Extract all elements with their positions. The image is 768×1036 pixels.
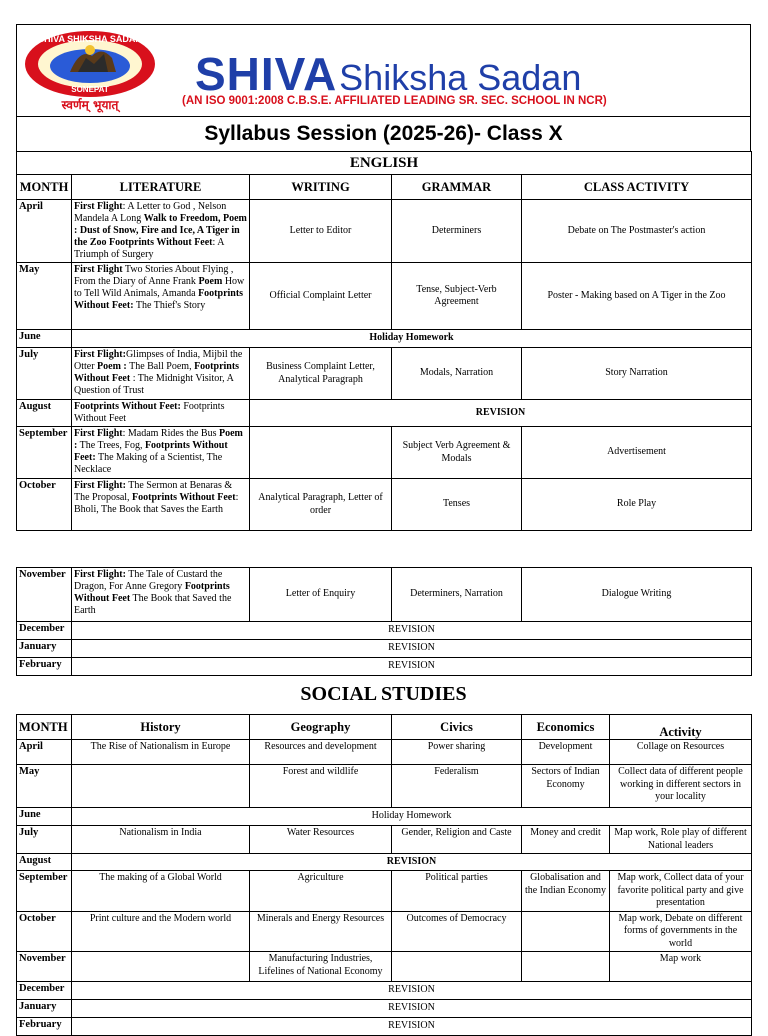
lit-text: The Book that Saved the Earth [74,593,232,616]
lit-text: Footprints Without Feet [74,401,225,424]
activity-cell: Collect data of different people working in different sectors in your locality [610,765,752,808]
geography-cell: Manufacturing Industries, Lifelines of National Economy [250,952,392,982]
civics-cell: Power sharing [392,740,522,765]
table-row [17,200,752,263]
activity-cell: Map work, Debate on different forms of governments in the world [610,911,752,952]
col-grammar: GRAMMAR [392,175,522,200]
activity-cell: Collage on Resources [610,740,752,765]
month-cell: January [17,640,72,658]
table-row [17,1000,752,1018]
lit-text: Poem : [97,361,127,372]
table-row [17,1018,752,1036]
lit-text: First Flight: [74,569,126,580]
lit-text: First Flight [74,264,123,275]
lit-text: Poem : [74,428,243,451]
col-activity: Activity [610,715,752,740]
span-cell: Holiday Homework [72,330,752,348]
page-title: Syllabus Session (2025-26)- Class X [204,122,563,145]
span-cell: REVISION [72,640,752,658]
month-cell: August [17,400,72,427]
span-cell: REVISION [72,1018,752,1036]
col-literature: LITERATURE [72,175,250,200]
literature-cell [72,200,250,263]
activity-cell: Advertisement [522,427,752,479]
economics-cell: Globalisation and the Indian Economy [522,871,610,912]
activity-cell: Dialogue Writing [522,568,752,622]
month-cell: February [17,1018,72,1036]
economics-cell: Development [522,740,610,765]
literature-cell [72,568,250,622]
span-cell: REVISION [72,622,752,640]
tagline: (AN ISO 9001:2008 C.B.S.E. AFFILIATED LEADING SR. SEC. SCHOOL IN NCR) [182,95,607,107]
lit-text: First Flight: [74,480,126,491]
span-cell: REVISION [72,658,752,676]
month-cell: November [17,568,72,622]
lit-text: Footprints Without Feet: [74,288,244,311]
social-studies-heading: SOCIAL STUDIES [300,683,467,705]
civics-cell: Outcomes of Democracy [392,911,522,952]
geography-cell: Minerals and Energy Resources [250,911,392,952]
activity-cell: Map work, Collect data of your favorite political party and give presentation [610,871,752,912]
table-row [17,952,752,982]
lit-text: How to Tell Wild Animals, Amanda [74,276,245,299]
grammar-cell: Determiners, Narration [392,568,522,622]
writing-cell: Business Complaint Letter, Analytical Paragraph [250,348,392,400]
table-row [17,982,752,1000]
economics-cell [522,911,610,952]
lit-text: Two Stories About Flying , From the Diary of Anne Frank [74,264,234,287]
grammar-cell: Determiners [392,200,522,263]
lit-text: Footprints Without Feet: [74,401,181,412]
history-cell [72,765,250,808]
logo-bottom-text: SONEPAT [71,85,109,94]
month-cell: October [17,479,72,531]
writing-cell: Official Complaint Letter [250,263,392,330]
month-cell: May [17,765,72,808]
table-row [17,765,752,808]
lit-text: Footprints Without Feet [74,581,230,604]
geography-cell: Forest and wildlife [250,765,392,808]
title-box [16,116,751,152]
table-row [17,622,752,640]
table-row [17,808,752,826]
lit-text: Walk to Freedom, Poem : [74,213,247,236]
writing-cell: Letter of Enquiry [250,568,392,622]
lit-text: : Madam Rides the Bus [122,428,219,439]
geography-cell: Water Resources [250,826,392,854]
month-cell: July [17,348,72,400]
economics-cell [522,952,610,982]
table-row [17,871,752,912]
lit-text: : A Triumph of Surgery [74,237,224,260]
history-cell [72,952,250,982]
geography-cell: Resources and development [250,740,392,765]
literature-cell [72,263,250,330]
col-civics: Civics [392,715,522,740]
table-row [17,826,752,854]
header-box [16,24,751,117]
lit-text: Dust of Snow, Fire and Ice, A Tiger in the Zoo [74,225,240,248]
activity-cell: Map work, Role play of different National leaders [610,826,752,854]
col-geography: Geography [250,715,392,740]
month-cell: September [17,427,72,479]
civics-cell [392,952,522,982]
lit-text: First Flight [74,201,123,212]
civics-cell: Federalism [392,765,522,808]
span-cell: Holiday Homework [72,808,752,826]
lit-text: Glimpses of India, Mijbil the Otter [74,349,243,372]
grammar-cell: Subject Verb Agreement & Modals [392,427,522,479]
activity-cell: Role Play [522,479,752,531]
lit-text: Footprints Without Feet [74,361,240,384]
table-row [17,740,752,765]
lit-text: Footprints Without Feet [132,492,236,503]
lit-text: First Flight [74,428,123,439]
writing-cell: Letter to Editor [250,200,392,263]
brand-name [195,48,582,101]
month-cell: July [17,826,72,854]
month-cell: May [17,263,72,330]
col-economics: Economics [522,715,610,740]
brand-shiva: SHIVA [195,48,338,100]
table-row [17,658,752,676]
activity-cell: Debate on The Postmaster's action [522,200,752,263]
history-cell: The Rise of Nationalism in Europe [72,740,250,765]
lit-text: The Thief's Story [133,300,206,311]
table-row [17,479,752,531]
lit-text: First Flight: [74,349,126,360]
month-cell: December [17,982,72,1000]
grammar-cell: Tense, Subject-Verb Agreement [392,263,522,330]
literature-cell [72,348,250,400]
social-studies-table [16,714,752,1036]
span-cell: REVISION [72,982,752,1000]
month-cell: October [17,911,72,952]
month-cell: June [17,330,72,348]
month-cell: August [17,854,72,871]
month-cell: April [17,200,72,263]
literature-cell [72,400,250,427]
economics-cell: Money and credit [522,826,610,854]
month-cell: November [17,952,72,982]
span-cell: REVISION [250,400,752,427]
english-heading: ENGLISH [17,152,752,175]
history-cell: The making of a Global World [72,871,250,912]
activity-cell: Map work [610,952,752,982]
lit-text: Footprints Without Feet: [74,440,228,463]
lit-text: : A Letter to God , Nelson Mandela A Long [74,201,227,224]
writing-cell: Analytical Paragraph, Letter of order [250,479,392,531]
lit-text: Poem [198,276,223,287]
table-row [17,911,752,952]
activity-cell: Story Narration [522,348,752,400]
grammar-cell: Modals, Narration [392,348,522,400]
geography-cell: Agriculture [250,871,392,912]
history-cell: Print culture and the Modern world [72,911,250,952]
col-month: MONTH [17,175,72,200]
history-cell: Nationalism in India [72,826,250,854]
literature-cell [72,427,250,479]
col-month: MONTH [17,715,72,740]
economics-cell: Sectors of Indian Economy [522,765,610,808]
table-row [17,400,752,427]
table-row [17,640,752,658]
lit-text: : Bholi, The Book that Saves the Earth [74,492,239,515]
lit-text: The Sermon at Benaras & The Proposal, [74,480,233,503]
month-cell: September [17,871,72,912]
lit-text: The Trees, Fog, [77,440,145,451]
lit-text: Footprints Without Feet [109,237,213,248]
month-cell: December [17,622,72,640]
literature-cell [72,479,250,531]
civics-cell: Political parties [392,871,522,912]
writing-cell [250,427,392,479]
span-cell: REVISION [72,1000,752,1018]
civics-cell: Gender, Religion and Caste [392,826,522,854]
logo-motto: स्वर्णम् भूयात् [61,98,119,112]
col-history: History [72,715,250,740]
month-cell: June [17,808,72,826]
month-cell: April [17,740,72,765]
table-row [17,263,752,330]
month-cell: February [17,658,72,676]
brand-rest: Shiksha Sadan [339,57,582,98]
span-cell: REVISION [72,854,752,871]
table-row [17,330,752,348]
table-row [17,568,752,622]
activity-cell: Poster - Making based on A Tiger in the Zoo [522,263,752,330]
logo-ring-text: SHIVA SHIKSHA SADAN [38,34,142,44]
lit-text: The Making of a Scientist, The Necklace [74,452,223,475]
col-class-activity: CLASS ACTIVITY [522,175,752,200]
table-row [17,348,752,400]
table-row [17,854,752,871]
table-row [17,427,752,479]
english-table [16,151,752,531]
school-logo [20,28,170,114]
english-table-continued [16,567,752,676]
lit-text: The Tale of Custard the Dragon, For Anne Gregory [74,569,223,592]
lit-text: The Ball Poem, [126,361,195,372]
month-cell: January [17,1000,72,1018]
grammar-cell: Tenses [392,479,522,531]
lit-text: : The Midnight Visitor, A Question of Trust [74,373,234,396]
col-writing: WRITING [250,175,392,200]
